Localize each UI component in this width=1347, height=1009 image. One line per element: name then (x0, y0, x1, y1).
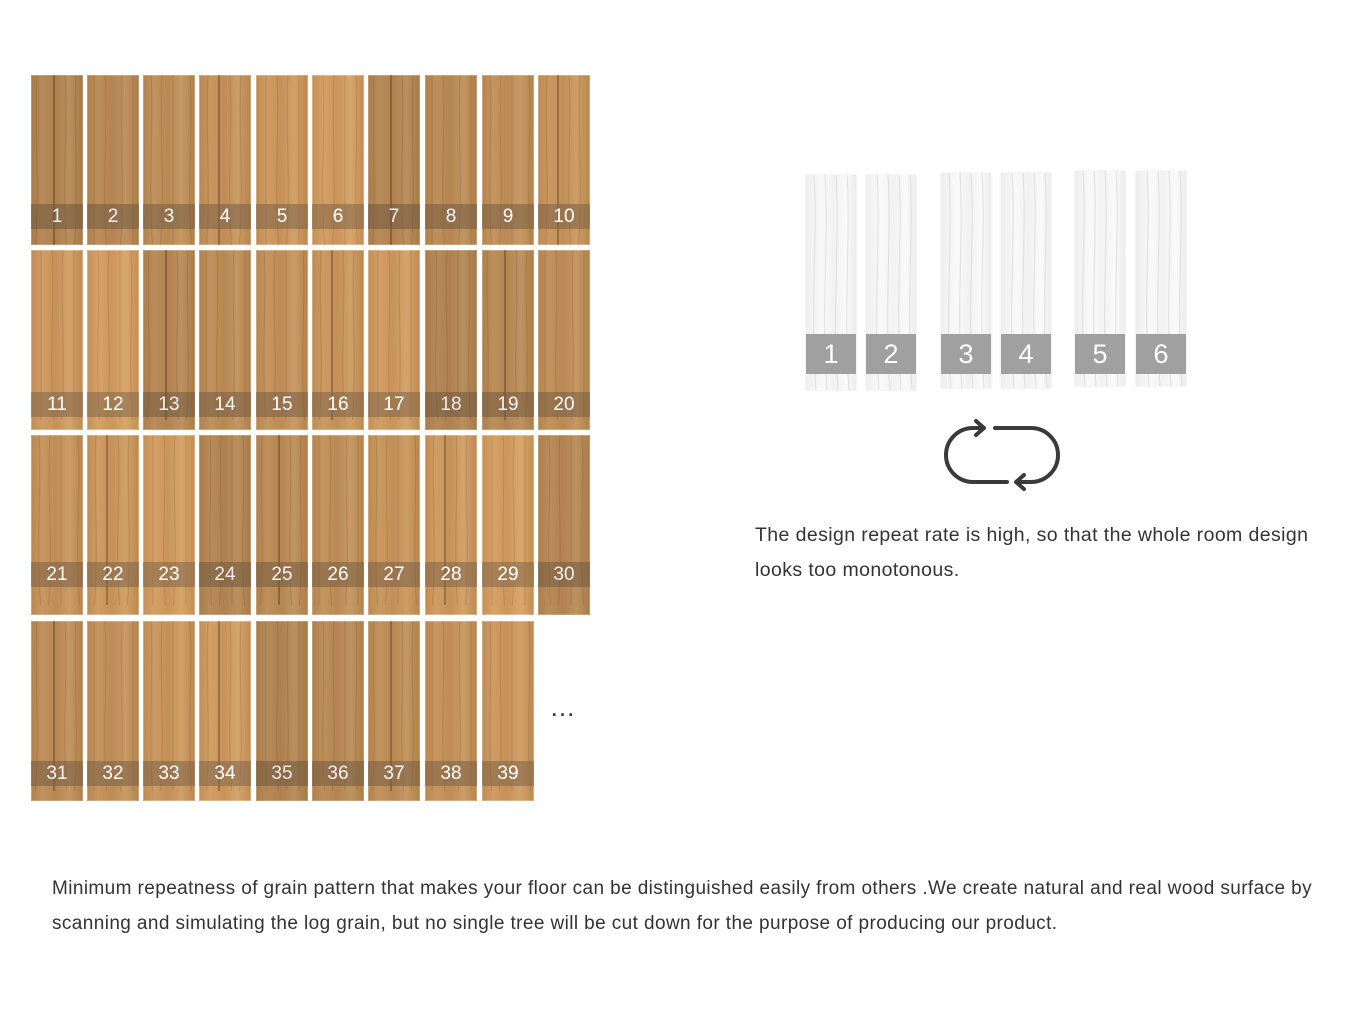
more-planks-ellipsis: ... (550, 692, 576, 722)
oak-plank-number: 24 (199, 562, 251, 587)
oak-plank (256, 250, 308, 430)
oak-plank (256, 75, 308, 245)
oak-plank-number: 16 (312, 392, 364, 417)
oak-plank (199, 250, 251, 430)
oak-plank-number: 38 (425, 761, 477, 786)
oak-plank (368, 75, 420, 245)
oak-plank-number: 1 (31, 204, 83, 229)
oak-plank (31, 250, 83, 430)
oak-plank-number: 17 (368, 392, 420, 417)
oak-plank (482, 621, 534, 801)
oak-plank (425, 250, 477, 430)
oak-plank-number: 34 (199, 761, 251, 786)
oak-plank-number: 8 (425, 204, 477, 229)
white-plank (1075, 171, 1125, 386)
oak-plank (538, 75, 590, 245)
oak-plank-number: 9 (482, 204, 534, 229)
oak-plank-number: 12 (87, 392, 139, 417)
oak-plank (87, 75, 139, 245)
white-plank-number: 4 (1001, 334, 1051, 374)
oak-plank-number: 26 (312, 562, 364, 587)
oak-plank (368, 250, 420, 430)
oak-plank-number: 13 (143, 392, 195, 417)
oak-plank (87, 435, 139, 615)
white-plank (1001, 173, 1051, 388)
oak-plank (312, 250, 364, 430)
oak-plank (143, 75, 195, 245)
oak-plank (425, 435, 477, 615)
white-plank (806, 175, 856, 390)
oak-plank (538, 250, 590, 430)
oak-plank (87, 250, 139, 430)
oak-plank (199, 621, 251, 801)
white-plank-number: 1 (806, 334, 856, 374)
white-plank-number: 3 (941, 334, 991, 374)
oak-plank-number: 30 (538, 562, 590, 587)
oak-plank-number: 22 (87, 562, 139, 587)
oak-plank-number: 35 (256, 761, 308, 786)
oak-plank-number: 4 (199, 204, 251, 229)
white-plank-number: 5 (1075, 334, 1125, 374)
oak-plank-number: 39 (482, 761, 534, 786)
oak-plank (482, 75, 534, 245)
oak-plank (143, 435, 195, 615)
oak-plank (482, 435, 534, 615)
white-plank (941, 173, 991, 388)
repeat-cycle-icon (935, 418, 1065, 492)
oak-plank-number: 3 (143, 204, 195, 229)
oak-plank-number: 2 (87, 204, 139, 229)
oak-plank (31, 75, 83, 245)
oak-plank (143, 250, 195, 430)
oak-plank-number: 25 (256, 562, 308, 587)
oak-plank-number: 37 (368, 761, 420, 786)
oak-plank-number: 18 (425, 392, 477, 417)
oak-plank-number: 31 (31, 761, 83, 786)
oak-plank-grid (0, 0, 600, 810)
oak-plank-number: 21 (31, 562, 83, 587)
oak-plank-number: 10 (538, 204, 590, 229)
oak-plank (31, 621, 83, 801)
repeat-caption: The design repeat rate is high, so that the whole room design looks too monotonous. (755, 524, 1309, 581)
oak-plank (312, 621, 364, 801)
oak-plank (425, 75, 477, 245)
oak-plank-number: 33 (143, 761, 195, 786)
oak-plank-number: 29 (482, 562, 534, 587)
oak-plank (312, 75, 364, 245)
oak-plank-number: 7 (368, 204, 420, 229)
oak-plank-number: 19 (482, 392, 534, 417)
oak-plank-number: 5 (256, 204, 308, 229)
oak-plank (199, 435, 251, 615)
white-plank-number: 2 (866, 334, 916, 374)
oak-plank (31, 435, 83, 615)
white-plank-group (800, 165, 1200, 400)
oak-plank (256, 435, 308, 615)
oak-plank-number: 11 (31, 392, 83, 417)
oak-plank-number: 15 (256, 392, 308, 417)
oak-plank-number: 36 (312, 761, 364, 786)
oak-plank-number: 20 (538, 392, 590, 417)
oak-plank-number: 6 (312, 204, 364, 229)
footer-description: Minimum repeatness of grain pattern that makes your floor can be distinguished easily from others .We create natural and real wood surface by scanning and simulating the log grain, but no single tree will be cut down for the purpose of producing our product. (52, 878, 1312, 934)
oak-plank (368, 621, 420, 801)
oak-plank (256, 621, 308, 801)
oak-plank (199, 75, 251, 245)
oak-plank (312, 435, 364, 615)
oak-plank (87, 621, 139, 801)
white-plank-number: 6 (1136, 334, 1186, 374)
oak-plank-number: 14 (199, 392, 251, 417)
oak-plank-number: 32 (87, 761, 139, 786)
oak-plank (425, 621, 477, 801)
oak-plank-number: 23 (143, 562, 195, 587)
white-plank (1136, 171, 1186, 386)
oak-plank (368, 435, 420, 615)
oak-plank (482, 250, 534, 430)
white-plank (866, 175, 916, 390)
oak-plank (143, 621, 195, 801)
oak-plank-number: 27 (368, 562, 420, 587)
oak-plank-number: 28 (425, 562, 477, 587)
oak-plank (538, 435, 590, 615)
